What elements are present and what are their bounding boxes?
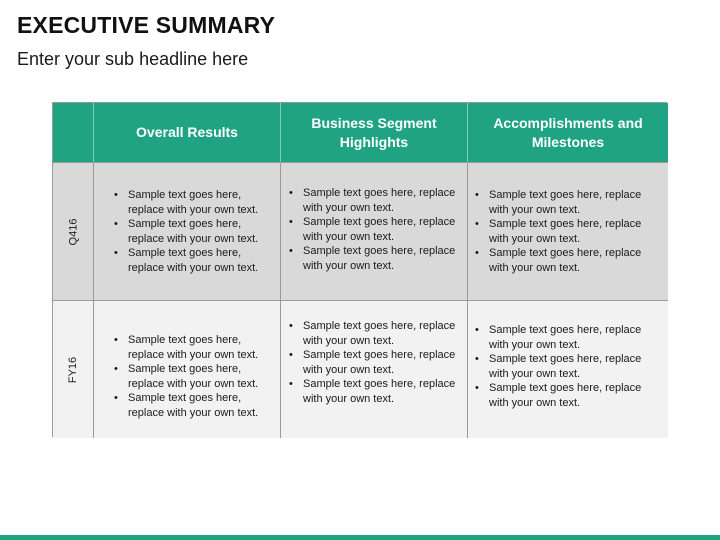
row-label: FY16 — [66, 356, 79, 383]
bullet-item: • Sample text goes here, replace with your own text. — [303, 244, 459, 273]
row-label-cell — [53, 300, 94, 438]
slide-title: EXECUTIVE SUMMARY — [17, 12, 276, 38]
bullet-list — [468, 323, 668, 410]
bullet-item: • Sample text goes here, replace with your own text. — [303, 377, 459, 406]
footer-accent-bar — [0, 535, 720, 540]
bullet-list — [281, 319, 467, 406]
bullet-item: • Sample text goes here, replace with your own text. — [489, 323, 660, 352]
table-cell — [468, 300, 668, 438]
bullet-item: • Sample text goes here, replace with your own text. — [303, 319, 459, 348]
bullet-list — [468, 188, 668, 275]
header-corner-cell — [53, 103, 94, 162]
bullet-item: • Sample text goes here, replace with your own text. — [128, 333, 272, 362]
summary-table — [52, 102, 667, 437]
bullet-item: • Sample text goes here, replace with your own text. — [128, 362, 272, 391]
header-overall-results: Overall Results — [94, 103, 281, 162]
bullet-item: • Sample text goes here, replace with your own text. — [128, 391, 272, 420]
bullet-item: • Sample text goes here, replace with your own text. — [489, 246, 660, 275]
table-cell — [468, 162, 668, 300]
bullet-list — [281, 186, 467, 273]
slide-subtitle: Enter your sub headline here — [17, 49, 249, 69]
table-cell — [94, 300, 281, 438]
table-cell — [94, 162, 281, 300]
bullet-item: • Sample text goes here, replace with your own text. — [128, 217, 272, 246]
table-cell — [281, 162, 468, 300]
bullet-item: • Sample text goes here, replace with your own text. — [489, 352, 660, 381]
row-label-cell — [53, 162, 94, 300]
bullet-item: • Sample text goes here, replace with your own text. — [128, 246, 272, 275]
row-label: Q416 — [66, 218, 79, 245]
header-accomplishments-milestones: Accomplishments and Milestones — [468, 103, 668, 162]
bullet-item: • Sample text goes here, replace with your own text. — [303, 186, 459, 215]
bullet-item: • Sample text goes here, replace with your own text. — [489, 381, 660, 410]
bullet-list — [94, 188, 280, 275]
bullet-item: • Sample text goes here, replace with your own text. — [303, 348, 459, 377]
table-cell — [281, 300, 468, 438]
bullet-list — [94, 333, 280, 420]
bullet-item: • Sample text goes here, replace with your own text. — [303, 215, 459, 244]
bullet-item: • Sample text goes here, replace with your own text. — [489, 217, 660, 246]
bullet-item: • Sample text goes here, replace with your own text. — [128, 188, 272, 217]
bullet-item: • Sample text goes here, replace with your own text. — [489, 188, 660, 217]
header-business-segment-highlights: Business Segment Highlights — [281, 103, 468, 162]
